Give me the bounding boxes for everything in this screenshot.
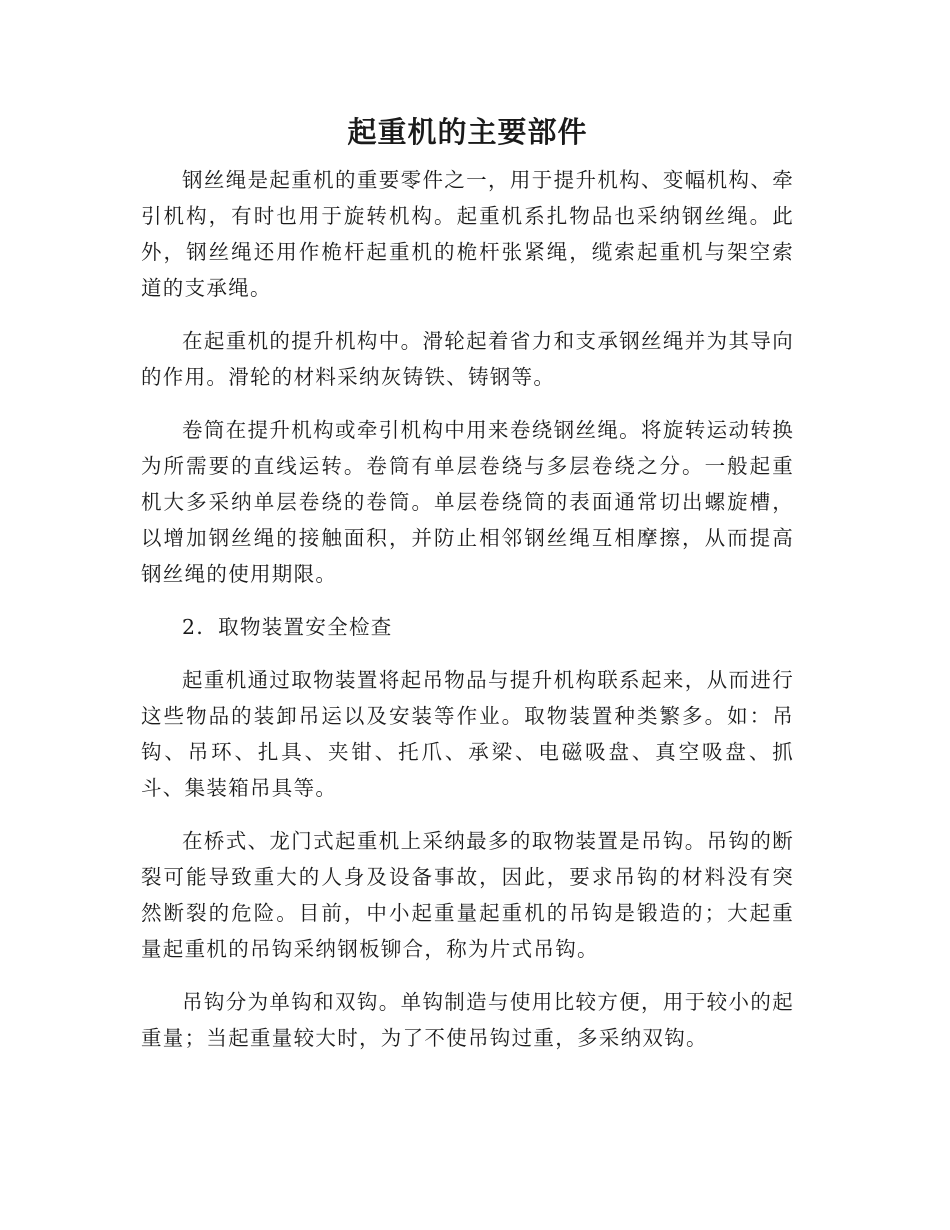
paragraph-wire-rope: 钢丝绳是起重机的重要零件之一，用于提升机构、变幅机构、牵引机构，有时也用于旋转机构。起重机系扎物品也采纳钢丝绳。此外，钢丝绳还用作桅杆起重机的桅杆张紧绳，缆索起重机与架空索道的支承绳。 — [141, 168, 794, 300]
section-heading-lifting-device: 2．取物装置安全检查 — [182, 615, 393, 639]
paragraph-drum: 卷筒在提升机构或牵引机构中用来卷绕钢丝绳。将旋转运动转换为所需要的直线运转。卷筒有单层卷绕与多层卷绕之分。一般起重机大多采纳单层卷绕的卷筒。单层卷绕筒的表面通常切出螺旋槽，以增加钢丝绳的接触面积，并防止相邻钢丝绳互相摩擦，从而提高钢丝绳的使用期限。 — [141, 418, 794, 586]
document-body — [141, 162, 794, 1073]
paragraph-pulley: 在起重机的提升机构中。滑轮起着省力和支承钢丝绳并为其导向的作用。滑轮的材料采纳灰铸铁、铸钢等。 — [141, 329, 794, 389]
document-title: 起重机的主要部件 — [347, 115, 588, 149]
paragraph-hook-types: 吊钩分为单钩和双钩。单钩制造与使用比较方便，用于较小的起重量；当起重量较大时，为了不使吊钩过重，多采纳双钩。 — [141, 990, 794, 1050]
paragraph-hook: 在桥式、龙门式起重机上采纳最多的取物装置是吊钩。吊钩的断裂可能导致重大的人身及设备事故，因此，要求吊钩的材料没有突然断裂的危险。目前，中小起重量起重机的吊钩是锻造的；大起重量起重机的吊钩采纳钢板铆合，称为片式吊钩。 — [141, 829, 794, 961]
paragraph-lifting-device: 起重机通过取物装置将起吊物品与提升机构联系起来，从而进行这些物品的装卸吊运以及安装等作业。取物装置种类繁多。如：吊钩、吊环、扎具、夹钳、托爪、承梁、电磁吸盘、真空吸盘、抓斗、集装箱吊具等。 — [141, 668, 794, 800]
